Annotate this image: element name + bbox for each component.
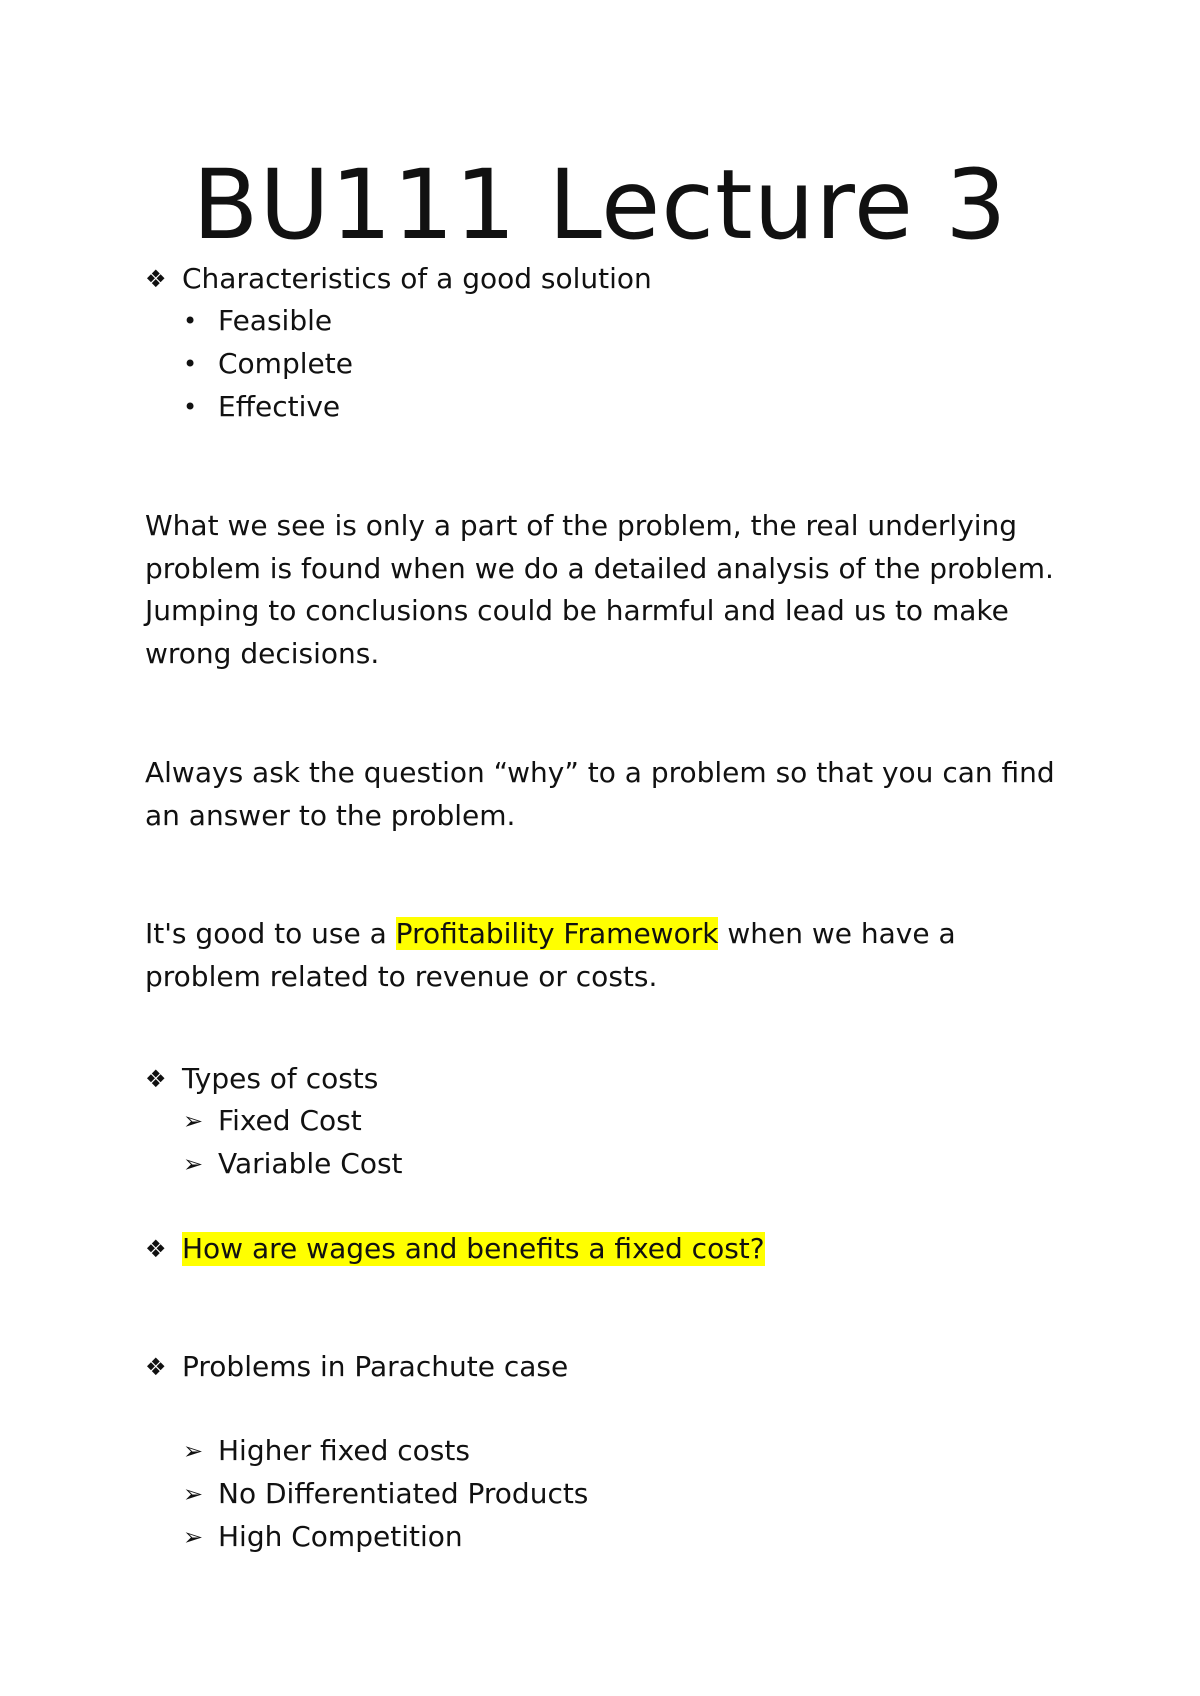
arrow-bullet-icon: ➢ xyxy=(183,1437,204,1465)
list-item: Fixed Cost xyxy=(218,1104,362,1137)
dot-bullet-icon: • xyxy=(183,393,198,421)
dot-bullet-icon: • xyxy=(183,307,198,335)
list-item: High Competition xyxy=(218,1520,463,1553)
arrow-bullet-icon: ➢ xyxy=(183,1523,204,1551)
dot-bullet-icon: • xyxy=(183,350,198,378)
diamond-bullet-icon: ❖ xyxy=(145,1065,167,1093)
diamond-bullet-icon: ❖ xyxy=(145,1235,167,1263)
paragraph-problem-analysis: What we see is only a part of the problem, the real underlying problem is found when we do a detailed analysis of the problem. Jumping to conclusions could be harmful and lead us to make wrong decisions. xyxy=(145,509,1054,670)
paragraph-profitability xyxy=(145,913,1075,998)
highlighted-term: Profitability Framework xyxy=(395,917,719,950)
arrow-bullet-icon: ➢ xyxy=(183,1107,204,1135)
list-item: Effective xyxy=(218,390,341,423)
paragraph-ask-why: Always ask the question “why” to a problem so that you can find an answer to the problem. xyxy=(145,756,1055,832)
paragraph-text: when we have a problem related to revenue or costs. xyxy=(145,917,956,993)
list-item: Complete xyxy=(218,347,353,380)
diamond-bullet-icon: ❖ xyxy=(145,1353,167,1381)
section-heading-types-of-costs: Types of costs xyxy=(182,1062,379,1095)
arrow-bullet-icon: ➢ xyxy=(183,1480,204,1508)
document-title: BU111 Lecture 3 xyxy=(192,149,1008,261)
list-item: Feasible xyxy=(218,304,333,337)
arrow-bullet-icon: ➢ xyxy=(183,1150,204,1178)
list-item: No Differentiated Products xyxy=(218,1477,589,1510)
section-heading-characteristics: Characteristics of a good solution xyxy=(182,262,652,295)
section-heading-parachute-problems: Problems in Parachute case xyxy=(182,1350,569,1383)
highlighted-question: How are wages and benefits a fixed cost? xyxy=(182,1232,765,1265)
paragraph-text: It's good to use a xyxy=(145,917,396,950)
list-item: Higher fixed costs xyxy=(218,1434,470,1467)
list-item: Variable Cost xyxy=(218,1147,403,1180)
diamond-bullet-icon: ❖ xyxy=(145,265,167,293)
